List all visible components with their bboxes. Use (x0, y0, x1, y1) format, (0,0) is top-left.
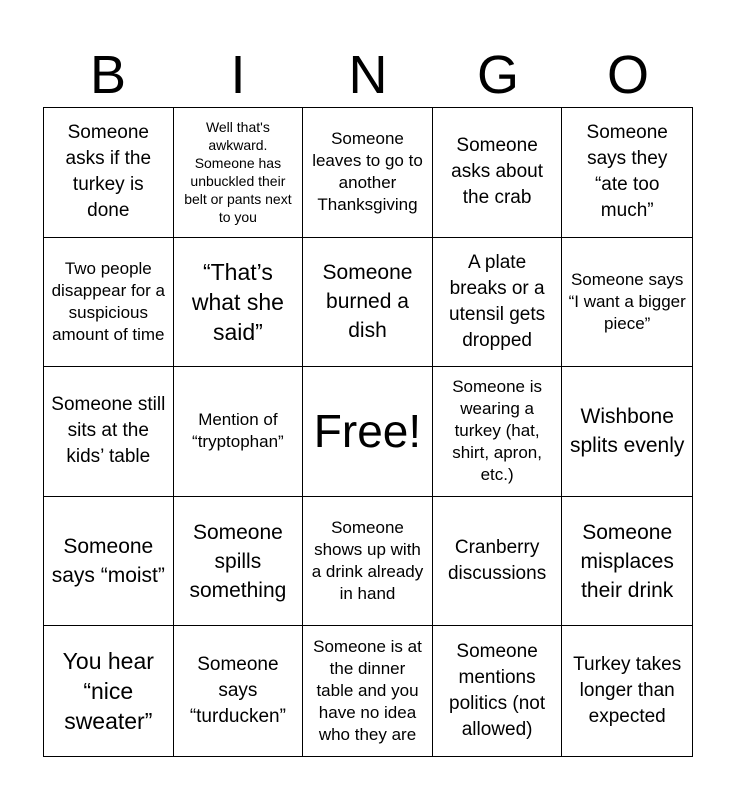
bingo-cell[interactable] (562, 497, 692, 627)
bingo-cell[interactable] (562, 238, 692, 368)
cell-text: You hear “nice sweater” (62, 648, 154, 735)
header-letter-o: O (606, 45, 649, 105)
cell-text: Someone spills something (189, 520, 287, 602)
bingo-cell[interactable] (174, 108, 304, 238)
cell-text: A plate breaks or a utensil gets dropped (449, 251, 546, 351)
bingo-cell[interactable] (174, 238, 304, 368)
bingo-cell[interactable] (433, 108, 563, 238)
cell-text: Someone says “I want a bigger piece” (568, 269, 686, 333)
bingo-cell[interactable] (562, 626, 692, 756)
bingo-cell[interactable] (303, 108, 433, 238)
cell-text: Mention of “tryptophan” (192, 410, 284, 452)
bingo-cell[interactable] (174, 626, 304, 756)
cell-text: Someone is at the dinner table and you have no idea who they are (313, 637, 422, 745)
bingo-cell[interactable] (44, 497, 174, 627)
cell-text: Someone is wearing a turkey (hat, shirt, apron, etc.) (452, 377, 542, 485)
cell-text: Someone shows up with a drink already in hand (311, 518, 424, 604)
cell-text: Someone asks about the crab (451, 135, 544, 209)
cell-text: Someone says “turducken” (189, 654, 286, 728)
cell-text: “That’s what she said” (191, 258, 284, 345)
cell-text: Well that's awkward. Someone has unbuckled their belt or pants next to you (184, 119, 292, 226)
free-space-text: Free! (313, 405, 422, 458)
cell-text: Someone asks if the turkey is done (65, 122, 152, 222)
bingo-cell[interactable] (433, 238, 563, 368)
bingo-cell[interactable] (303, 497, 433, 627)
header-letter-g: G (476, 45, 519, 105)
cell-text: Someone leaves to go to another Thanksgiving (312, 129, 423, 215)
header-letter-i: I (230, 45, 246, 105)
bingo-cell[interactable] (44, 626, 174, 756)
header-letter-b: B (89, 45, 127, 105)
cell-text: Turkey takes longer than expected (573, 654, 682, 728)
cell-text: Two people disappear for a suspicious amount of time (51, 258, 165, 344)
bingo-cell[interactable] (562, 108, 692, 238)
cell-text: Someone mentions politics (not allowed) (449, 641, 546, 741)
cell-text: Someone misplaces their drink (580, 520, 674, 602)
free-space[interactable] (303, 367, 433, 497)
bingo-grid (43, 107, 693, 757)
cell-text: Cranberry discussions (447, 537, 547, 585)
bingo-cell[interactable] (44, 367, 174, 497)
bingo-cell[interactable] (303, 626, 433, 756)
cell-text: Someone says “moist” (51, 535, 165, 588)
bingo-cell[interactable] (433, 626, 563, 756)
header-letter-n: N (348, 45, 388, 105)
bingo-cell[interactable] (303, 238, 433, 368)
bingo-cell[interactable] (433, 367, 563, 497)
bingo-cell[interactable] (562, 367, 692, 497)
cell-text: Wishbone splits evenly (570, 405, 685, 458)
bingo-cell[interactable] (44, 238, 174, 368)
bingo-header (43, 44, 693, 106)
bingo-cell[interactable] (174, 367, 304, 497)
bingo-cell[interactable] (174, 497, 304, 627)
cell-text: Someone says they “ate too much” (586, 122, 668, 222)
cell-text: Someone burned a dish (322, 261, 413, 343)
bingo-cell[interactable] (433, 497, 563, 627)
bingo-cell[interactable] (44, 108, 174, 238)
cell-text: Someone still sits at the kids’ table (51, 394, 166, 468)
